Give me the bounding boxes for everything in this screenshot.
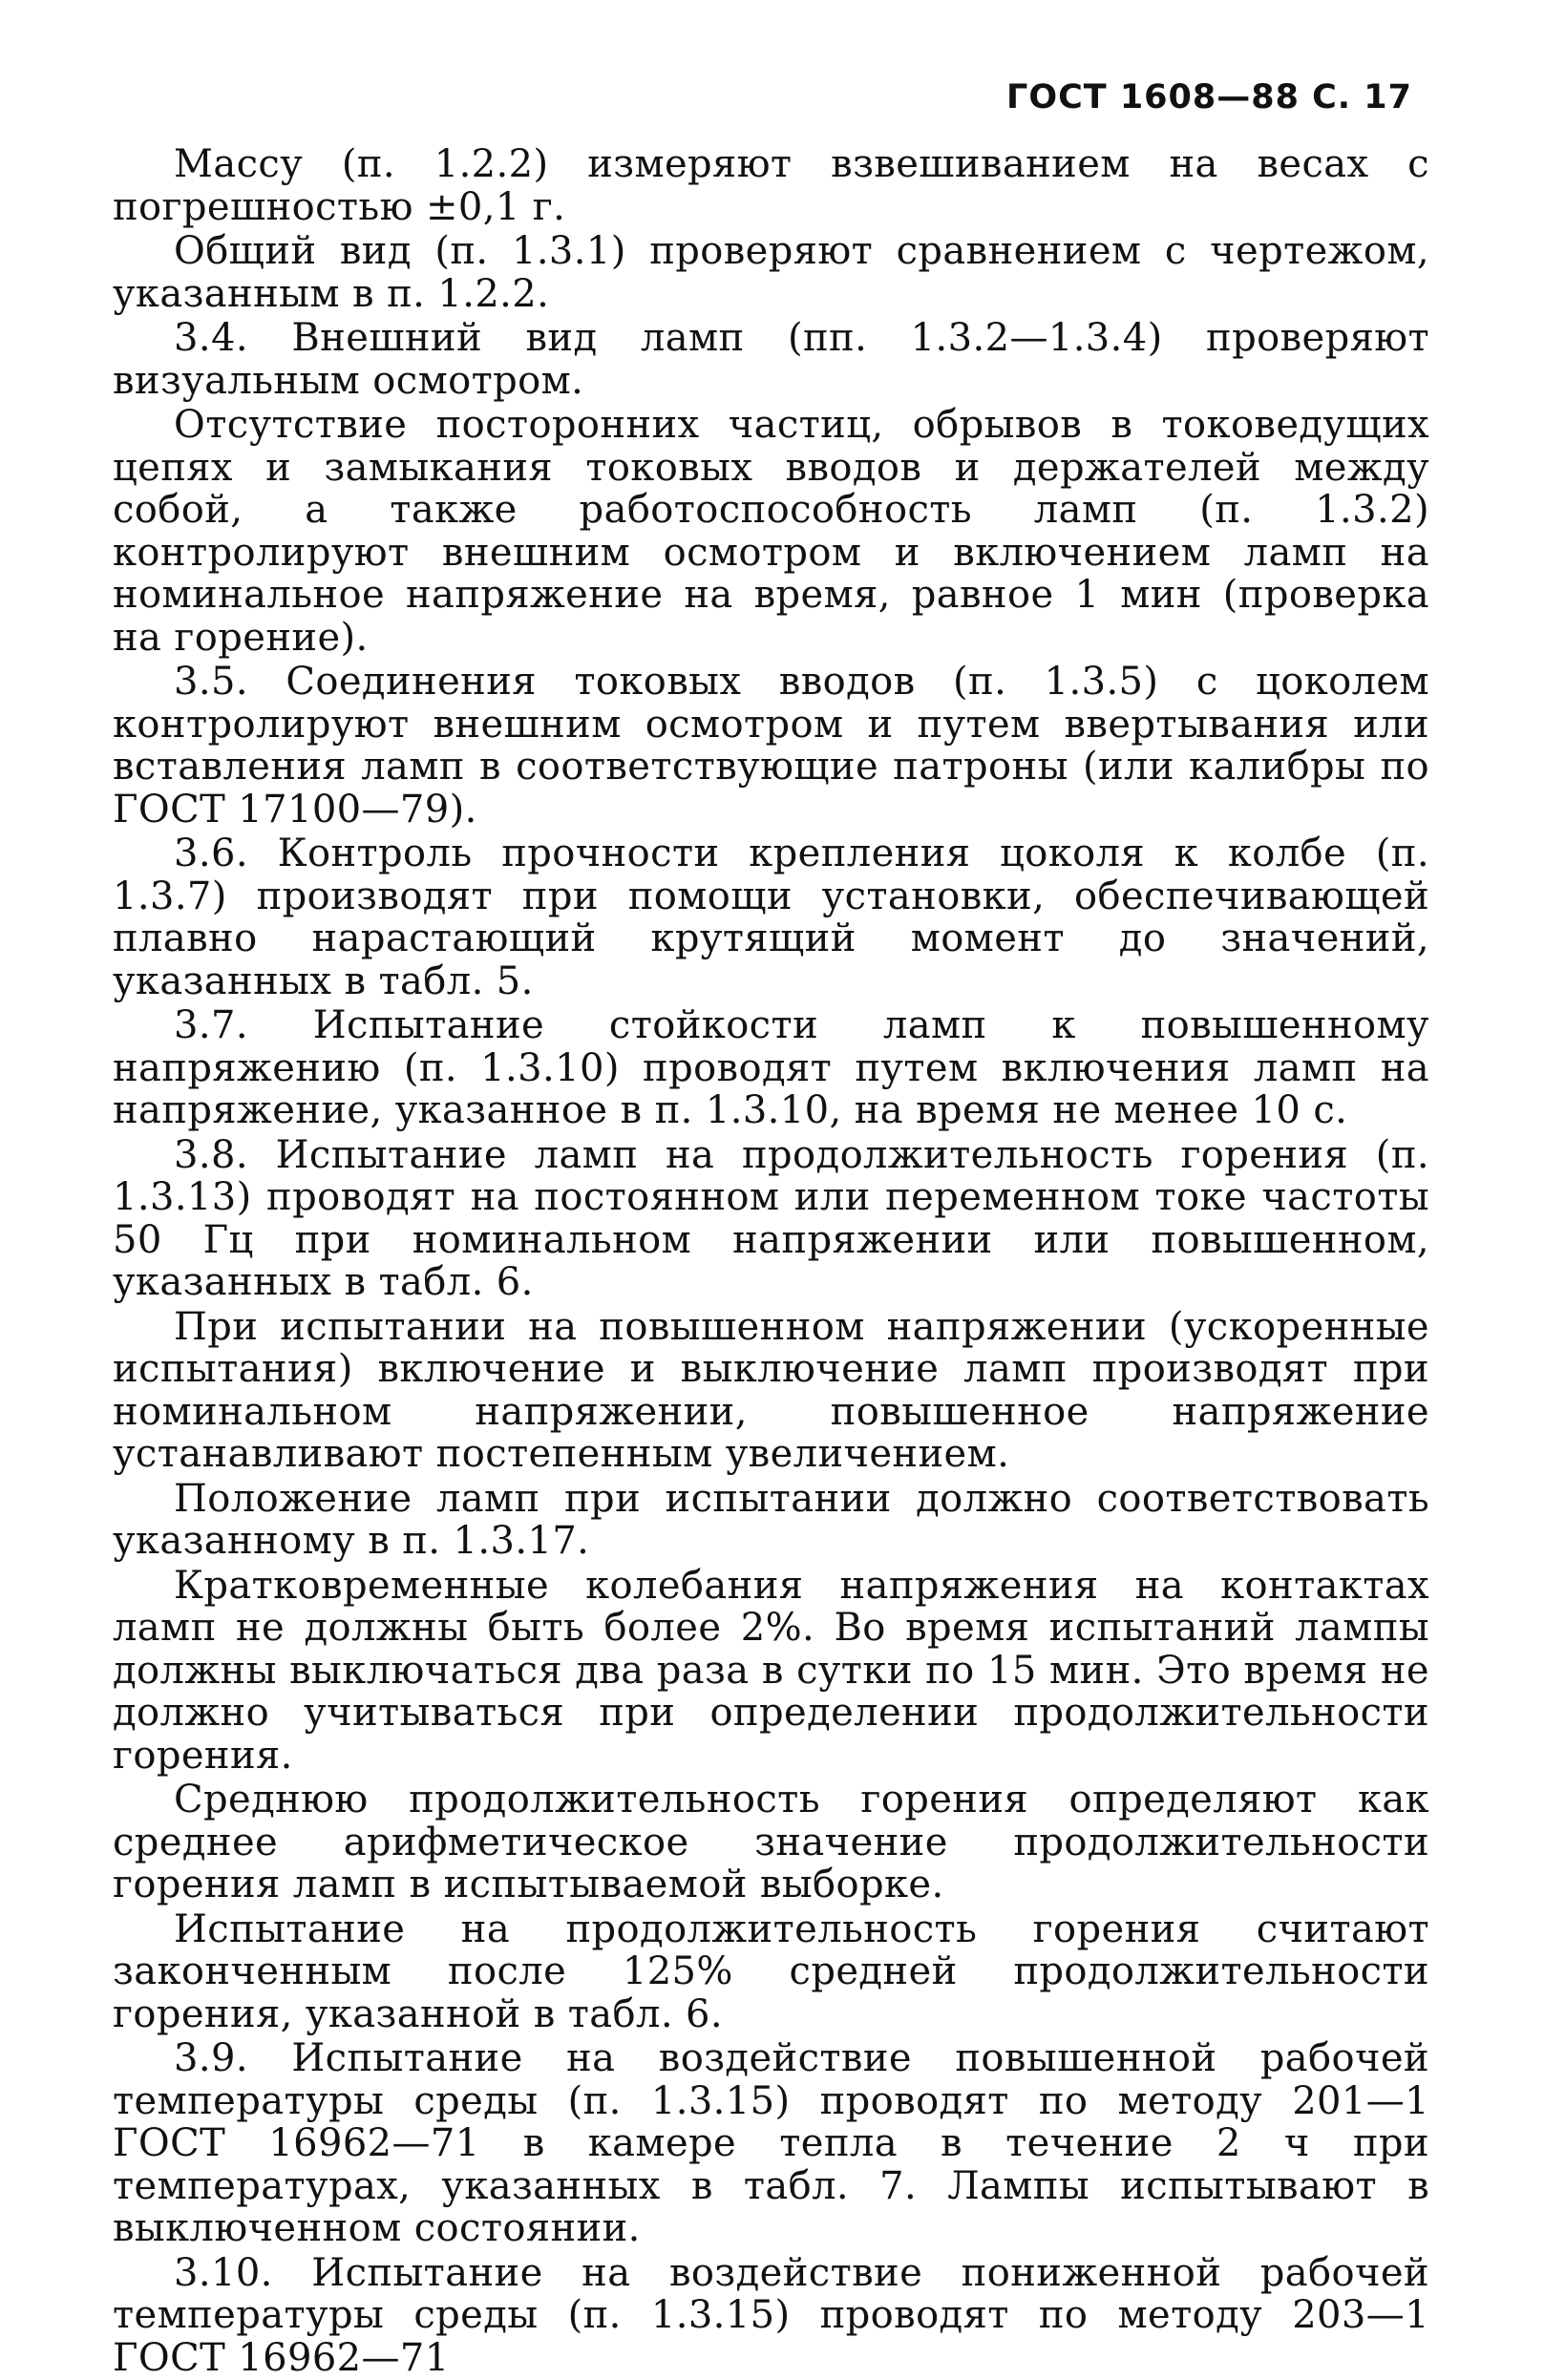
- paragraph-3-5: 3.5. Соединения токовых вводов (п. 1.3.5) с цоколем контролируют внешним осмотром и путем ввертывания или вставления ламп в соответствующие патроны (или калибры по ГОСТ 17100—79).: [113, 660, 1429, 832]
- paragraph-absence-particles: Отсутствие посторонних частиц, обрывов в токоведущих цепях и замыкания токовых вводов и держателей между собой, а также работоспособность ламп (п. 1.3.2) контролируют внешним осмотром и включением ламп на номинальное напряжение на время, равное 1 мин (проверка на горение).: [113, 403, 1429, 660]
- paragraph-voltage-fluctuations: Кратковременные колебания напряжения на контактах ламп не должны быть более 2%. Во время испытаний лампы должны выключаться два раза в сутки по 15 мин. Это время не должно учитываться при определении продолжительности горения.: [113, 1563, 1429, 1778]
- body-text: [113, 143, 1429, 2379]
- paragraph-3-4: 3.4. Внешний вид ламп (пп. 1.3.2—1.3.4) проверяют визуальным осмотром.: [113, 316, 1429, 403]
- paragraph-3-6: 3.6. Контроль прочности крепления цоколя к колбе (п. 1.3.7) производят при помощи установки, обеспечивающей плавно нарастающий крутящий момент до значений, указанных в табл. 5.: [113, 832, 1429, 1003]
- paragraph-3-8: 3.8. Испытание ламп на продолжительность горения (п. 1.3.13) проводят на постоянном или переменном токе частоты 50 Гц при номинальном напряжении или повышенном, указанных в табл. 6.: [113, 1132, 1429, 1304]
- paragraph-test-completion: Испытание на продолжительность горения считают законченным после 125% средней продолжительности горения, указанной в табл. 6.: [113, 1906, 1429, 2036]
- paragraph-3-10: 3.10. Испытание на воздействие пониженной рабочей температуры среды (п. 1.3.15) проводят по методу 203—1 ГОСТ 16962—71: [113, 2250, 1429, 2380]
- paragraph-mass: Массу (п. 1.2.2) измеряют взвешиванием на весах с погрешностью ±0,1 г.: [113, 142, 1429, 229]
- paragraph-3-9: 3.9. Испытание на воздействие повышенной рабочей температуры среды (п. 1.3.15) проводят по методу 201—1 ГОСТ 16962—71 в камере тепла в течение 2 ч при температурах, указанных в табл. 7. Лампы испытывают в выключенном состоянии.: [113, 2036, 1429, 2250]
- paragraph-increased-voltage: При испытании на повышенном напряжении (ускоренные испытания) включение и выключение ламп производят при номинальном напряжении, повышенное напряжение устанавливают постепенным увеличением.: [113, 1304, 1429, 1476]
- paragraph-general-view: Общий вид (п. 1.3.1) проверяют сравнением с чертежом, указанным в п. 1.2.2.: [113, 229, 1429, 316]
- paragraph-3-7: 3.7. Испытание стойкости ламп к повышенному напряжению (п. 1.3.10) проводят путем включения ламп на напряжение, указанное в п. 1.3.10, на время не менее 10 с.: [113, 1003, 1429, 1132]
- paragraph-lamp-position: Положение ламп при испытании должно соответствовать указанному в п. 1.3.17.: [113, 1476, 1429, 1563]
- paragraph-average-duration: Среднюю продолжительность горения определяют как среднее арифметическое значение продолжительности горения ламп в испытываемой выборке.: [113, 1778, 1429, 1906]
- running-header: ГОСТ 1608—88 С. 17: [1006, 78, 1412, 116]
